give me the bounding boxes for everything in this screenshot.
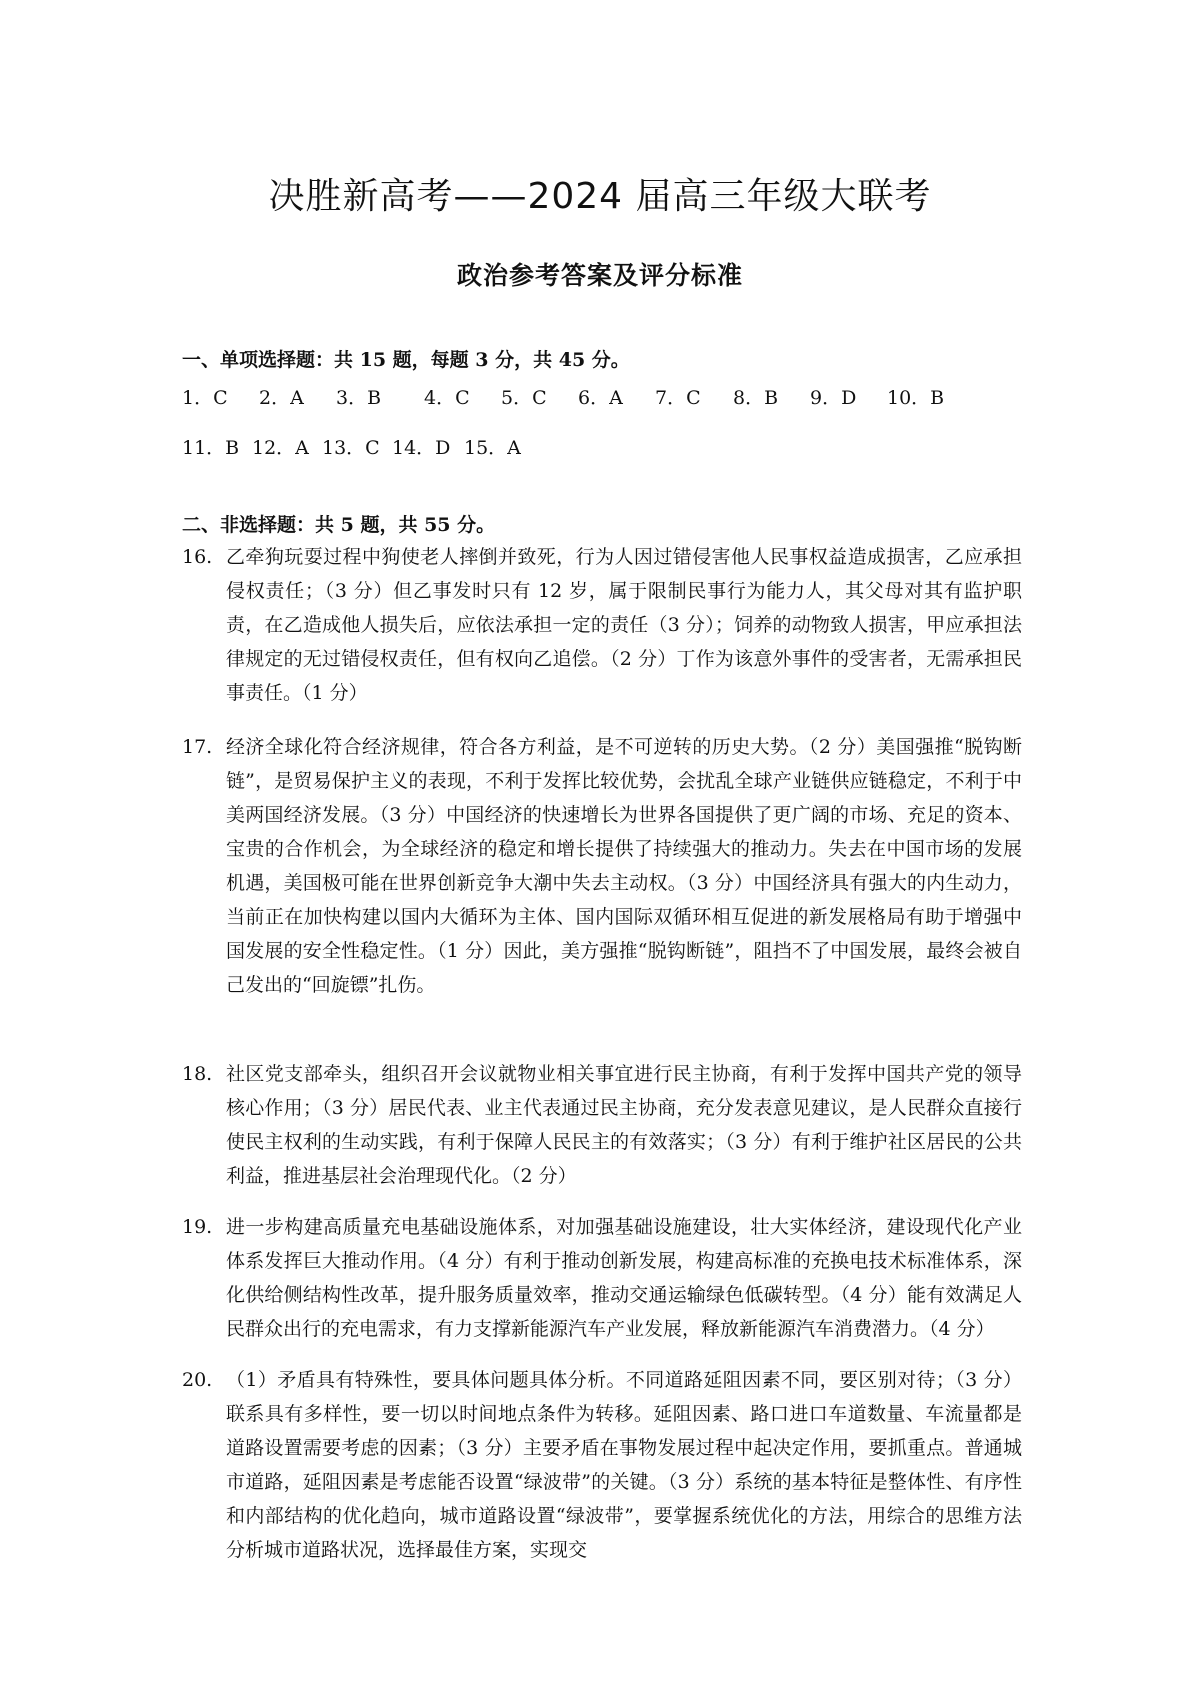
question-answer-text: （1）矛盾具有特殊性，要具体问题具体分析。不同道路延阻因素不同，要区别对待；（3 分）联系具有多样性，要一切以时间地点条件为转移。延阻因素、路口进口车道数量、车流量都是道路设置需要考虑的因素；（3 分）主要矛盾在事物发展过程中起决定作用，要抓重点。普通城市道路，延阻因素是考虑能否设置“绿波带”的关键。（3 分）系统的基本特征是整体性、有序性和内部结构的优化趋向，城市道路设置“绿波带”，要掌握系统优化的方法，用综合的思维方法分析城市道路状况，选择最佳方案，实现交 <box>226 1369 1022 1561</box>
answer-item: 2．A <box>259 387 304 409</box>
question-number: 17. <box>182 736 213 758</box>
answer-item: 5．C <box>501 387 547 409</box>
answer-item: 12．A <box>252 437 309 459</box>
question-number: 20. <box>182 1369 213 1391</box>
answer-item: 8．B <box>733 387 779 409</box>
answer-item: 1．C <box>182 387 228 409</box>
answer-item: 10．B <box>887 387 945 409</box>
page-subtitle: 政治参考答案及评分标准 <box>456 261 743 290</box>
question-number: 18. <box>182 1063 213 1085</box>
answer-item: 7．C <box>655 387 701 409</box>
question-answer-text: 进一步构建高质量充电基础设施体系，对加强基础设施建设，壮大实体经济，建设现代化产业体系发挥巨大推动作用。（4 分）有利于推动创新发展，构建高标准的充换电技术标准体系，深化供给侧结构性改革，提升服务质量效率，推动交通运输绿色低碳转型。（4 分）能有效满足人民群众出行的充电需求，有力支撑新能源汽车产业发展，释放新能源汽车消费潜力。（4 分） <box>226 1216 1022 1340</box>
section-1-heading: 一、单项选择题：共 15 题，每题 3 分，共 45 分。 <box>182 349 630 371</box>
question-19 <box>182 1210 1022 1346</box>
answer-item: 13．C <box>322 437 380 459</box>
answer-item: 15．A <box>464 437 521 459</box>
answer-item: 4．C <box>424 387 470 409</box>
answer-row-1 <box>182 383 944 410</box>
answer-item: 3．B <box>336 387 382 409</box>
answer-item: 14．D <box>392 437 451 459</box>
page-title: 决胜新高考——2024 届高三年级大联考 <box>268 176 932 217</box>
question-answer-text: 经济全球化符合经济规律，符合各方利益，是不可逆转的历史大势。（2 分）美国强推“脱钩断链”，是贸易保护主义的表现，不利于发挥比较优势，会扰乱全球产业链供应链稳定，不利于中美两国经济发展。（3 分）中国经济的快速增长为世界各国提供了更广阔的市场、充足的资本、宝贵的合作机会，为全球经济的稳定和增长提供了持续强大的推动力。失去在中国市场的发展机遇，美国极可能在世界创新竞争大潮中失去主动权。（3 分）中国经济具有强大的内生动力，当前正在加快构建以国内大循环为主体、国内国际双循环相互促进的新发展格局有助于增强中国发展的安全性稳定性。（1 分）因此，美方强推“脱钩断链”，阻挡不了中国发展，最终会被自己发出的“回旋镖”扎伤。 <box>226 736 1023 996</box>
question-20 <box>182 1363 1022 1567</box>
question-answer-text: 社区党支部牵头，组织召开会议就物业相关事宜进行民主协商，有利于发挥中国共产党的领导核心作用；（3 分）居民代表、业主代表通过民主协商，充分发表意见建议，是人民群众直接行使民主权利的生动实践，有利于保障人民民主的有效落实；（3 分）有利于维护社区居民的公共利益，推进基层社会治理现代化。（2 分） <box>226 1063 1022 1187</box>
question-answer-text: 乙牵狗玩耍过程中狗使老人摔倒并致死，行为人因过错侵害他人民事权益造成损害，乙应承担侵权责任；（3 分）但乙事发时只有 12 岁，属于限制民事行为能力人，其父母对其有监护职责，在乙造成他人损失后，应依法承担一定的责任（3 分）；饲养的动物致人损害，甲应承担法律规定的无过错侵权责任，但有权向乙追偿。（2 分）丁作为该意外事件的受害者，无需承担民事责任。（1 分） <box>226 546 1022 704</box>
section-2-heading: 二、非选择题：共 5 题，共 55 分。 <box>182 514 496 536</box>
answer-item: 11．B <box>182 437 240 459</box>
answer-item: 9．D <box>810 387 857 409</box>
answer-item: 6．A <box>578 387 623 409</box>
question-18 <box>182 1057 1022 1193</box>
question-17 <box>182 730 1022 1002</box>
answer-row-2 <box>182 433 521 460</box>
question-16 <box>182 540 1022 710</box>
question-number: 16. <box>182 546 213 568</box>
question-number: 19. <box>182 1216 213 1238</box>
